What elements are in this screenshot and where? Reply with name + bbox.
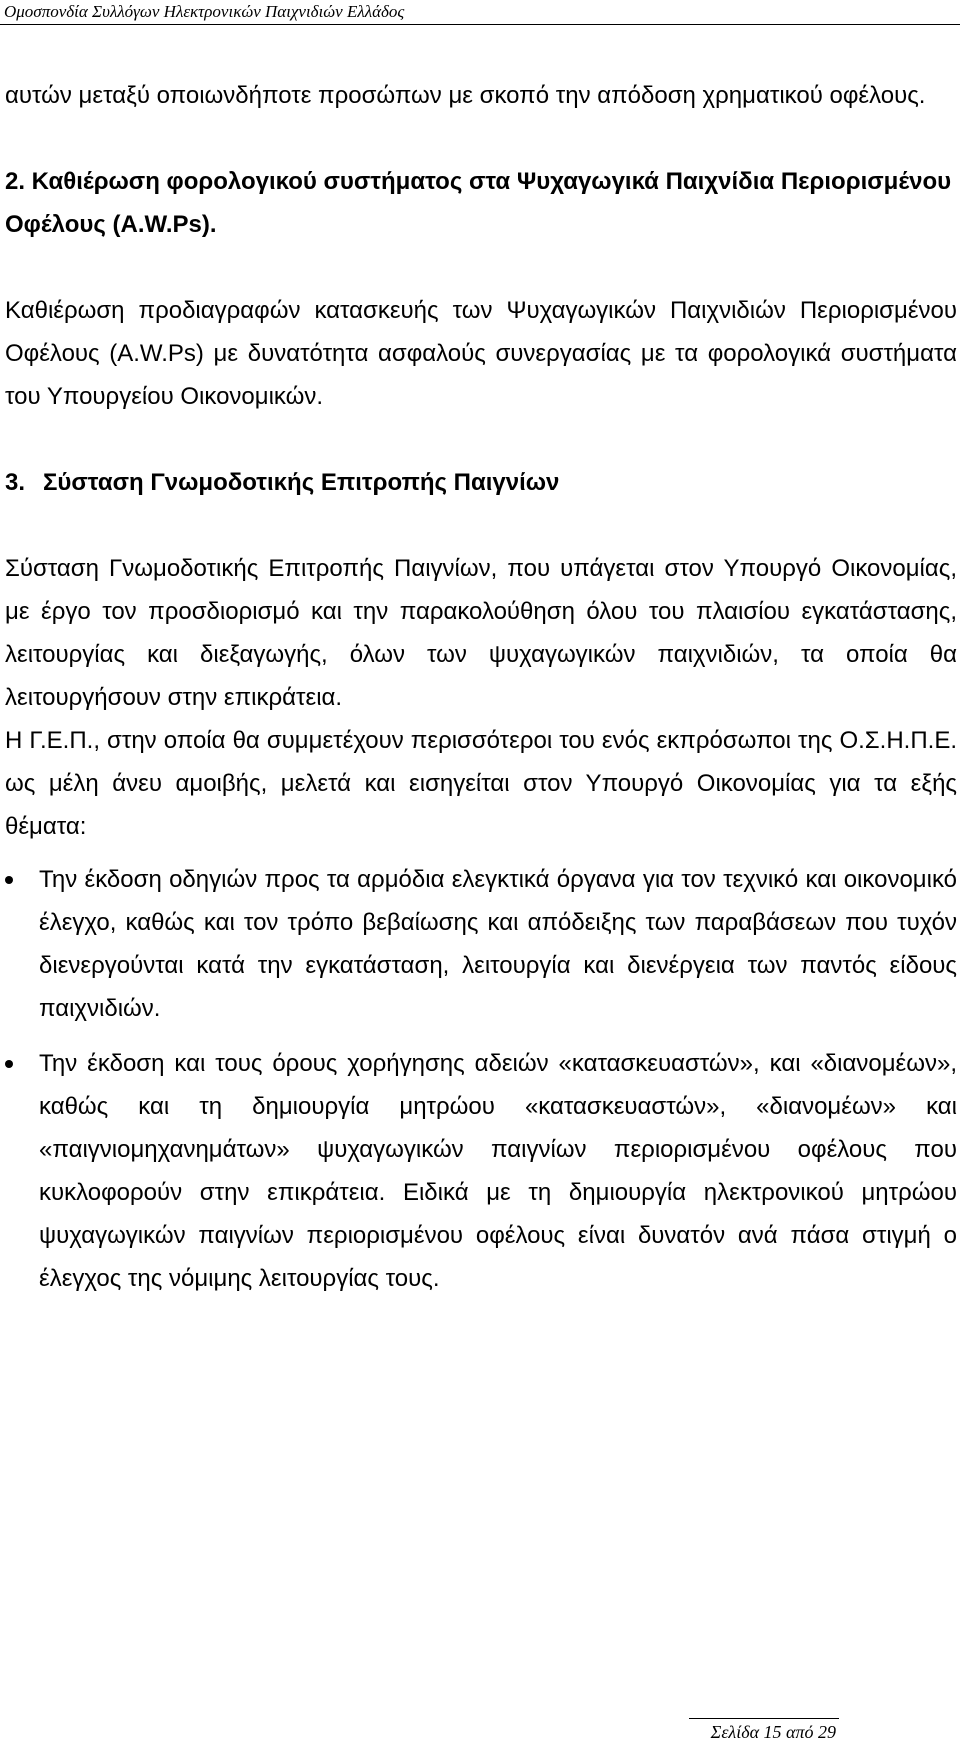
- spacer: [5, 418, 957, 461]
- intro-paragraph: αυτών μεταξύ οποιωνδήποτε προσώπων με σκοπό την απόδοση χρηματικού οφέλους.: [5, 82, 926, 109]
- section-3-heading: [5, 461, 957, 504]
- section-2-heading: 2. Καθιέρωση φορολογικού συστήματος στα Ψυχαγωγικά Παιχνίδια Περιορισμένου Οφέλους (A.W.Ps).: [5, 168, 952, 238]
- bullet-item: [5, 1042, 957, 1300]
- footer-rule: [689, 1718, 839, 1719]
- section-3-title: Σύσταση Γνωμοδοτικής Επιτροπής Παιγνίων: [43, 469, 560, 496]
- bullet-icon: [5, 876, 13, 884]
- section-3-paragraph-2: Η Γ.Ε.Π., στην οποία θα συμμετέχουν περισσότεροι του ενός εκπρόσωποι της Ο.Σ.Η.Π.Ε. ως μέλη άνευ αμοιβής, μελετά και εισηγείται στον Υπουργό Οικονομίας για τα εξής θέματα:: [5, 727, 957, 840]
- page-number: Σελίδα 15 από 29: [710, 1722, 836, 1742]
- header-title: Ομοσπονδία Συλλόγων Ηλεκτρονικών Παιχνιδιών Ελλάδος: [4, 2, 405, 21]
- page-header: [0, 0, 960, 26]
- header-rule: [0, 24, 960, 25]
- spacer: [5, 504, 957, 547]
- bullet-text: Την έκδοση οδηγιών προς τα αρμόδια ελεγκτικά όργανα για τον τεχνικό και οικονομικό έλεγχο, καθώς και τον τρόπο βεβαίωσης και απόδειξης των παραβάσεων που τυχόν διενεργούνται κατά την εγκατάσταση, λειτουργία και διενέργεια των παντός είδους παιχνιδιών.: [39, 866, 957, 1022]
- bullet-icon: [5, 1060, 13, 1068]
- bullet-item: [5, 858, 957, 1030]
- spacer: [5, 117, 957, 160]
- section-3-paragraph-1: Σύσταση Γνωμοδοτικής Επιτροπής Παιγνίων, που υπάγεται στον Υπουργό Οικονομίας, με έργο τον προσδιορισμό και την παρακολούθηση όλου του πλαισίου εγκατάστασης, λειτουργίας και διεξαγωγής, όλων των ψυχαγωγικών παιχνιδιών, τα οποία θα λειτουργήσουν στην επικράτεια.: [5, 555, 957, 711]
- section-3-number: 3.: [5, 469, 26, 496]
- spacer: [5, 246, 957, 289]
- section-2-paragraph: Καθιέρωση προδιαγραφών κατασκευής των Ψυχαγωγικών Παιχνιδιών Περιορισμένου Οφέλους (A.W.Ps) με δυνατότητα ασφαλούς συνεργασίας με τα φορολογικά συστήματα του Υπουργείου Οικονομικών.: [5, 297, 957, 410]
- section-3-bullet-list: [5, 858, 957, 1300]
- document-body: [5, 74, 957, 1300]
- bullet-text: Την έκδοση και τους όρους χορήγησης αδειών «κατασκευαστών», και «διανομέων», καθώς και τη δημιουργία μητρώου «κατασκευαστών», «διανομέων» και «παιγνιομηχανημάτων» ψυχαγωγικών παιγνίων περιορισμένου οφέλους που κυκλοφορούν στην επικράτεια. Ειδικά με τη δημιουργία ηλεκτρονικού μητρώου ψυχαγωγικών παιγνίων περιορισμένου οφέλους είναι δυνατόν ανά πάσα στιγμή ο έλεγχος της νόμιμης λειτουργίας τους.: [39, 1050, 957, 1292]
